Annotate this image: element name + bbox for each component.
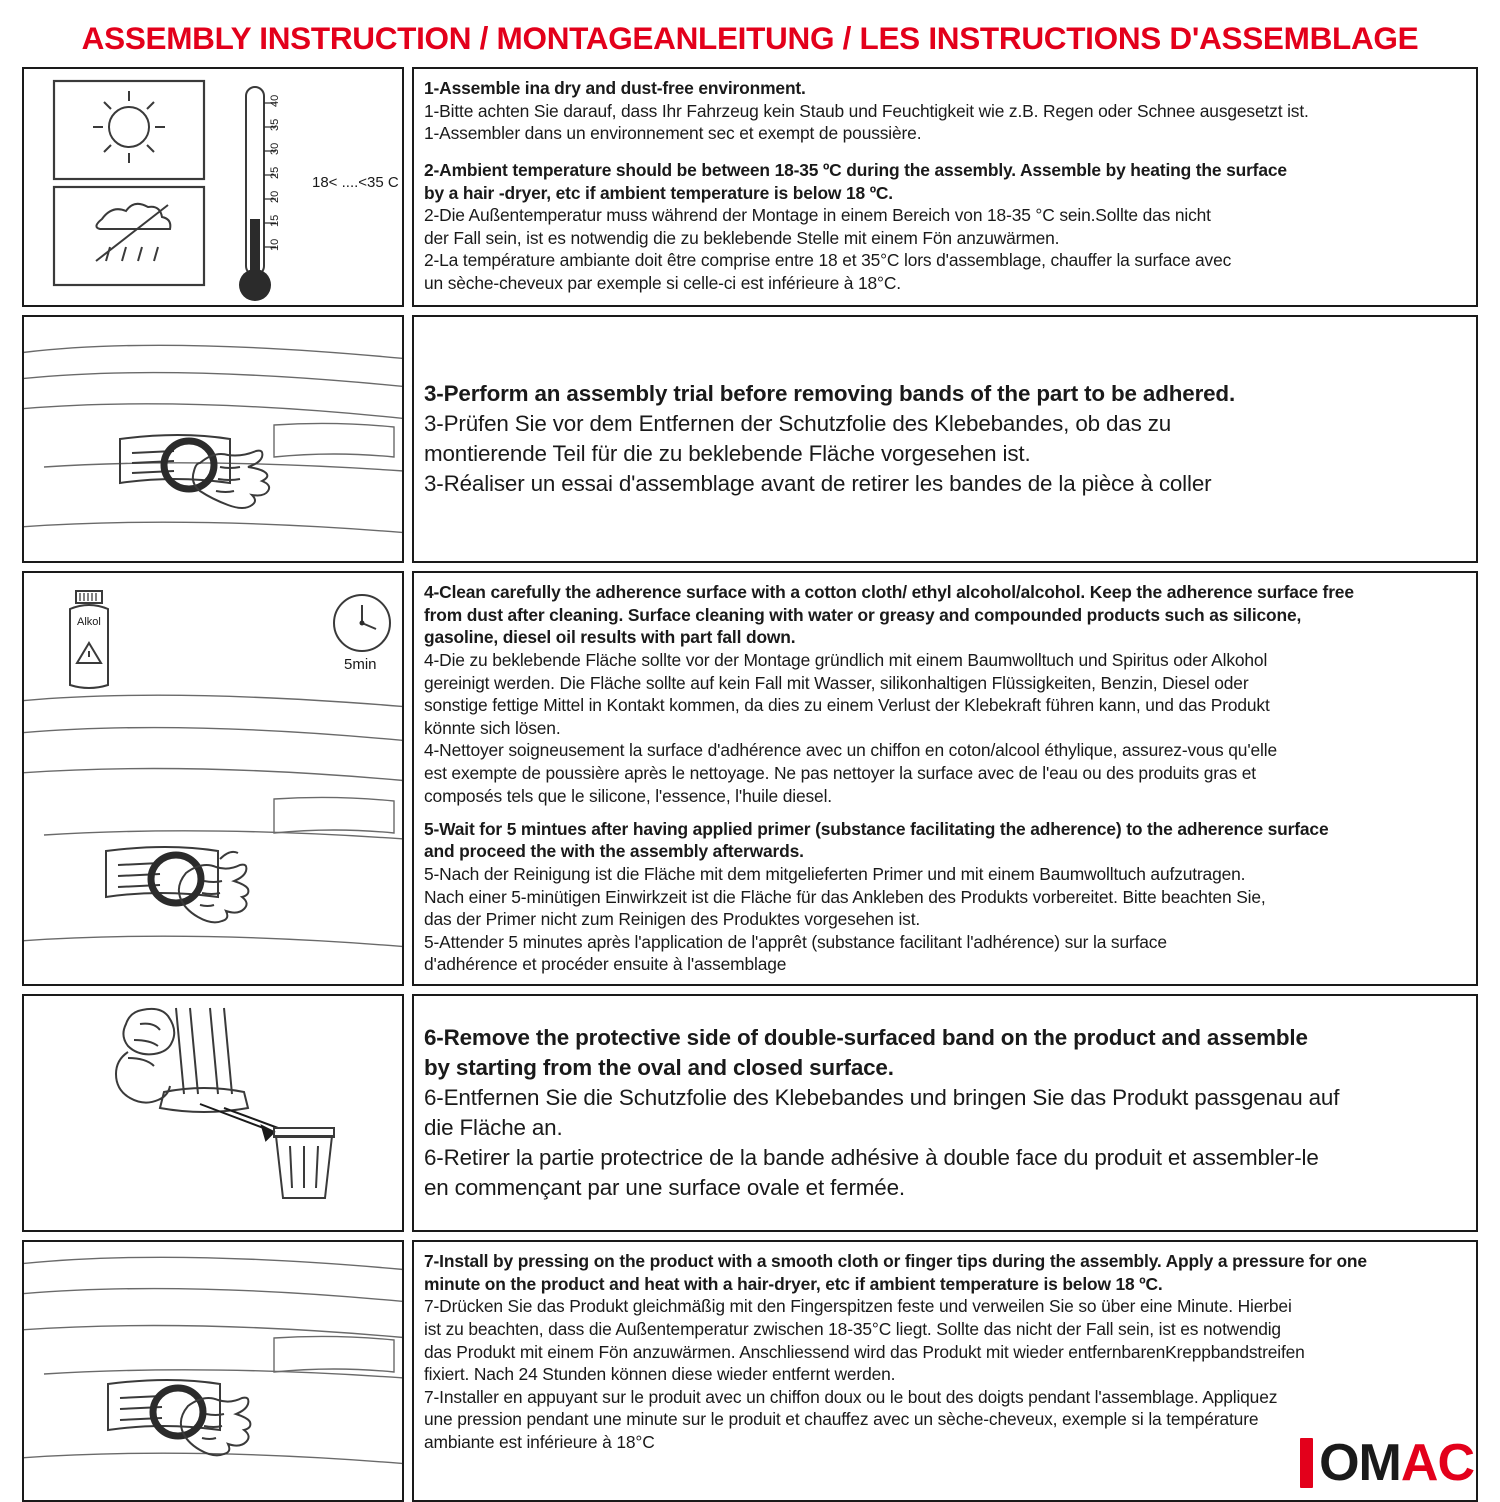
thermometer-shape (239, 87, 281, 301)
step-7-block: 7-Install by pressing on the product with a smooth cloth or finger tips during the assembly. Apply a pressure for one minute on the product and heat with a hair-dryer, etc if ambient temperature is below 18 ºC. 7-Drücken Sie das Produkt gleichmäßig mit den Fingerspitzen feste und verweilen Sie so über eine Minute. Hierbei ist zu beachten, dass die Außentemperatur zwischen 18-35°C liegt. Sollte das nicht der Fall sein, ist es notwendig das Produkt mit einem Fön anzuwärmen. Anschliessend wird das Produkt mit wieder entfernbarenKreppbandstreifen fixiert. Nach 24 Stunden können diese wieder entfernt werden. 7-Installer en appuyant sur le produit avec un chiffon doux ou le bout des doigts pendant l'assemblage. Appliquez une pression pendant une minute sur le produit et chauffez avec un sèche-cheveux, exemple si la température ambiante est inférieure à 18°C (424, 1251, 1367, 1452)
illustration-step-3 (22, 315, 404, 563)
instruction-row-1 (22, 67, 1478, 307)
svg-text:10: 10 (269, 238, 281, 251)
step-1-block: 1-Assemble ina dry and dust-free environment. 1-Bitte achten Sie darauf, dass Ihr Fahrzeug kein Staub und Feuchtigkeit wie z.B. Regen oder Schnee ausgesetzt ist. 1-Assembler dans un environnement sec et exempt de poussière. (424, 78, 1309, 144)
hand-peeling-shape (116, 1009, 174, 1103)
svg-text:40: 40 (269, 94, 281, 107)
instruction-row-5 (22, 1240, 1478, 1502)
logo-letter-c: C (1437, 1434, 1474, 1492)
illustration-step-7 (22, 1240, 404, 1502)
text-step-3 (412, 315, 1478, 563)
illustration-step-1 (22, 67, 404, 307)
logo-letter-a: A (1400, 1434, 1438, 1492)
step-3-block: 3-Perform an assembly trial before removing bands of the part to be adhered. 3-Prüfen Sie vor dem Entfernen der Schutzfolie des Klebebandes, ob das zu montierende Teil für die zu beklebende Fläche vorgesehen ist. 3-Réaliser un essai d'assemblage avant de retirer les bandes de la pièce à coller (424, 380, 1236, 497)
text-step-4-5 (412, 571, 1478, 986)
logo-accent-bar (1300, 1438, 1313, 1488)
svg-text:30: 30 (269, 142, 281, 155)
temperature-range-label: 18< ....<35 C (312, 174, 399, 191)
instruction-row-4 (22, 994, 1478, 1232)
instruction-row-3 (22, 571, 1478, 986)
step-4-block: 4-Clean carefully the adherence surface with a cotton cloth/ ethyl alcohol/alcohol. Keep the adherence surface free from dust after cleaning. Surface cleaning with water or greasy and compounded products such as silicone, gasoline, diesel oil results with part fall down. 4-Die zu beklebende Fläche sollte vor der Montage gründlich mit einem Baumwolltuch und Spiritus oder Alkohol gereinigt werden. Die Fläche sollte auf kein Fall mit Wasser, silikonhaltigen Flüssigkeiten, Benzin, Diesel oder sonstige fettige Mittel in Kontakt kommen, da dies zu einem Verlust der Klebekraft führen kann, und das Produkt könnte sich lösen. 4-Nettoyer soigneusement la surface d'adhérence avec un chiffon en coton/alcool éthylique, assurez-vous qu'elle est exempte de poussière après le nettoyage. Ne pas nettoyer la surface avec de l'eau ou des produits gras et composés tels que le silicone, l'essence, l'huile diesel. (424, 582, 1354, 806)
instruction-grid (22, 67, 1478, 1502)
omac-logo (1300, 1434, 1474, 1492)
trash-bin-icon (274, 1128, 334, 1198)
svg-text:25: 25 (269, 166, 281, 179)
svg-text:5min: 5min (344, 656, 377, 673)
svg-text:20: 20 (269, 190, 281, 203)
clock-icon (334, 595, 390, 673)
text-step-1 (412, 67, 1478, 307)
step-2-block: 2-Ambient temperature should be between 18-35 ºC during the assembly. Assemble by heating the surface by a hair -dryer, etc if ambient temperature is below 18 ºC. 2-Die Außentemperatur muss während der Montage in einem Bereich von 18-35 °C sein.Sollte das nicht der Fall sein, ist es notwendig die zu beklebende Stelle mit einem Fön anzuwärmen. 2-La température ambiante doit être comprise entre 18 et 35°C lors d'assemblage, chauffer la surface avec un sèche-cheveux par exemple si celle-ci est inférieure à 18°C. (424, 159, 1287, 293)
alcohol-bottle-icon (70, 591, 108, 688)
logo-letter-o: O (1319, 1434, 1359, 1492)
illustration-step-6 (22, 994, 404, 1232)
svg-text:Alkol: Alkol (77, 616, 101, 628)
logo-letter-m: M (1358, 1434, 1401, 1492)
step-6-block: 6-Remove the protective side of double-surfaced band on the product and assemble by starting from the oval and closed surface. 6-Entfernen Sie die Schutzfolie des Klebebandes und bringen Sie das Produkt passgenau auf die Fläche an. 6-Retirer la partie protectrice de la bande adhésive à double face du produit et assembler-le en commençant par une surface ovale et fermée. (424, 1024, 1340, 1201)
illustration-step-4-5 (22, 571, 404, 986)
svg-text:15: 15 (269, 214, 281, 227)
text-step-6 (412, 994, 1478, 1232)
page-title: ASSEMBLY INSTRUCTION / MONTAGEANLEITUNG / LES INSTRUCTIONS D'ASSEMBLAGE (81, 20, 1419, 56)
svg-text:35: 35 (269, 118, 281, 131)
instruction-row-2 (22, 315, 1478, 563)
step-5-block: 5-Wait for 5 mintues after having applied primer (substance facilitating the adherence) to the adherence surface and proceed the with the assembly afterwards. 5-Nach der Reinigung ist die Fläche mit dem mitgelieferten Primer und mit einem Baumwolltuch aufzutragen. Nach einer 5-minütigen Einwirkzeit ist die Fläche für das Ankleben des Produkts vorbereitet. Bitte beachten Sie, das der Primer nicht zum Reinigen des Produktes vorgesehen ist. 5-Attender 5 minutes après l'application de l'apprêt (substance facilitant l'adhérence) sur la surface d'adhérence et procéder ensuite à l'assemblage (424, 818, 1329, 975)
